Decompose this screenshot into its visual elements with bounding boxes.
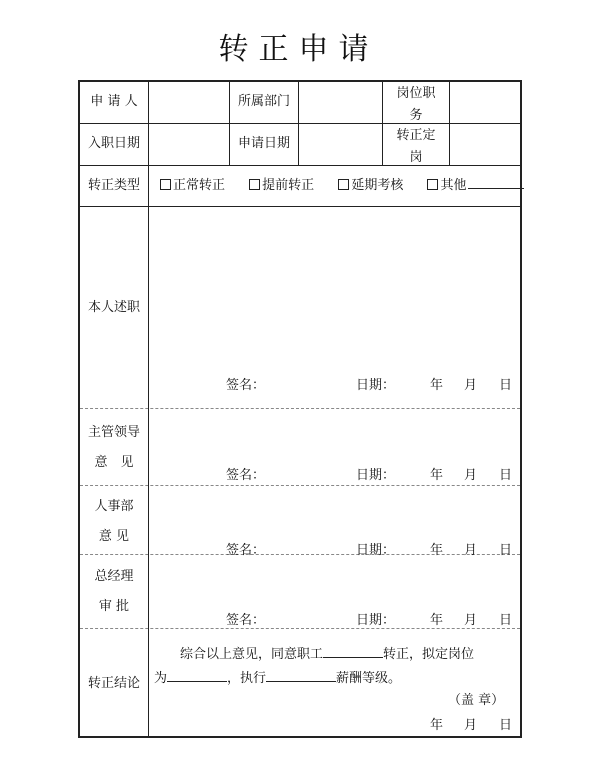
supervisor-label-line1: 主管领导 (87, 425, 140, 440)
date-label: 日期： (356, 378, 396, 393)
position-field[interactable] (450, 84, 520, 122)
date-label: 日期： (356, 613, 396, 628)
year-label: 年 (430, 613, 444, 628)
regular-post-field[interactable] (450, 125, 520, 164)
hr-label-line2: 意 见 (98, 529, 130, 544)
regular-post-label-line2: 岗 (409, 150, 423, 165)
regular-type-options (160, 178, 520, 194)
month-label: 月 (464, 718, 478, 733)
row-divider (80, 554, 520, 555)
hr-label-line1: 人事部 (94, 499, 134, 514)
option-deferred[interactable]: 延期考核 (338, 178, 403, 193)
row-divider (80, 628, 520, 629)
row-divider (80, 123, 520, 124)
hr-label (80, 492, 148, 552)
year-label: 年 (430, 718, 444, 733)
month-label: 月 (464, 543, 478, 558)
sign-label: 签名： (226, 543, 266, 558)
option-early[interactable]: 提前转正 (249, 178, 314, 193)
checkbox-icon[interactable] (427, 179, 438, 190)
option-normal[interactable]: 正常转正 (160, 178, 225, 193)
date-label: 日期： (356, 543, 396, 558)
application-form (78, 80, 522, 738)
post-blank[interactable] (167, 681, 227, 682)
applicant-field[interactable] (149, 84, 228, 122)
checkbox-icon[interactable] (249, 179, 260, 190)
apply-date-field[interactable] (299, 125, 381, 164)
position-label-line1: 岗位职 (396, 86, 436, 101)
department-field[interactable] (299, 84, 381, 122)
year-label: 年 (430, 378, 444, 393)
gm-label-line1: 总经理 (94, 569, 134, 584)
option-other[interactable]: 其他 (427, 178, 524, 193)
self-review-label: 本人述职 (87, 300, 140, 315)
date-label: 日期： (356, 468, 396, 483)
checkbox-icon[interactable] (160, 179, 171, 190)
other-blank[interactable] (468, 188, 524, 189)
supervisor-label-line2: 意 见 (94, 455, 134, 470)
sign-label: 签名： (226, 378, 266, 393)
month-label: 月 (464, 613, 478, 628)
day-label: 日 (499, 468, 513, 483)
regular-post-label (383, 128, 449, 165)
position-label (383, 86, 449, 123)
join-date-field[interactable] (149, 125, 228, 164)
salary-grade-blank[interactable] (266, 681, 336, 682)
conclusion-line2: 为 ，执行 薪酬等级。 (154, 671, 402, 686)
conclusion-label: 转正结论 (87, 676, 140, 691)
conclusion-line1: 综合以上意见，同意职工 转正，拟定岗位 (180, 647, 475, 662)
page-title: 转正申请 (218, 32, 379, 67)
regular-post-label-line1: 转正定 (396, 128, 436, 143)
supervisor-opinion-field[interactable] (149, 410, 519, 470)
employee-name-blank[interactable] (323, 657, 383, 658)
department-label: 所属部门 (237, 94, 290, 109)
join-date-label: 入职日期 (87, 136, 140, 151)
applicant-label: 申 请 人 (90, 94, 138, 109)
gm-label (80, 562, 148, 622)
gm-approval-field[interactable] (149, 556, 519, 606)
sign-label: 签名： (226, 468, 266, 483)
supervisor-label (80, 412, 148, 484)
year-label: 年 (430, 468, 444, 483)
sign-label: 签名： (226, 613, 266, 628)
row-divider (80, 165, 520, 166)
year-label: 年 (430, 543, 444, 558)
row-divider (80, 206, 520, 207)
position-label-line2: 务 (409, 108, 423, 123)
day-label: 日 (499, 718, 513, 733)
hr-opinion-field[interactable] (149, 487, 519, 537)
month-label: 月 (464, 378, 478, 393)
row-divider (80, 485, 520, 486)
regular-type-label: 转正类型 (87, 178, 140, 193)
month-label: 月 (464, 468, 478, 483)
day-label: 日 (499, 378, 513, 393)
day-label: 日 (499, 613, 513, 628)
gm-label-line2: 审 批 (98, 599, 130, 614)
day-label: 日 (499, 543, 513, 558)
apply-date-label: 申请日期 (237, 136, 290, 151)
checkbox-icon[interactable] (338, 179, 349, 190)
seal-label: （盖 章） (448, 693, 505, 708)
